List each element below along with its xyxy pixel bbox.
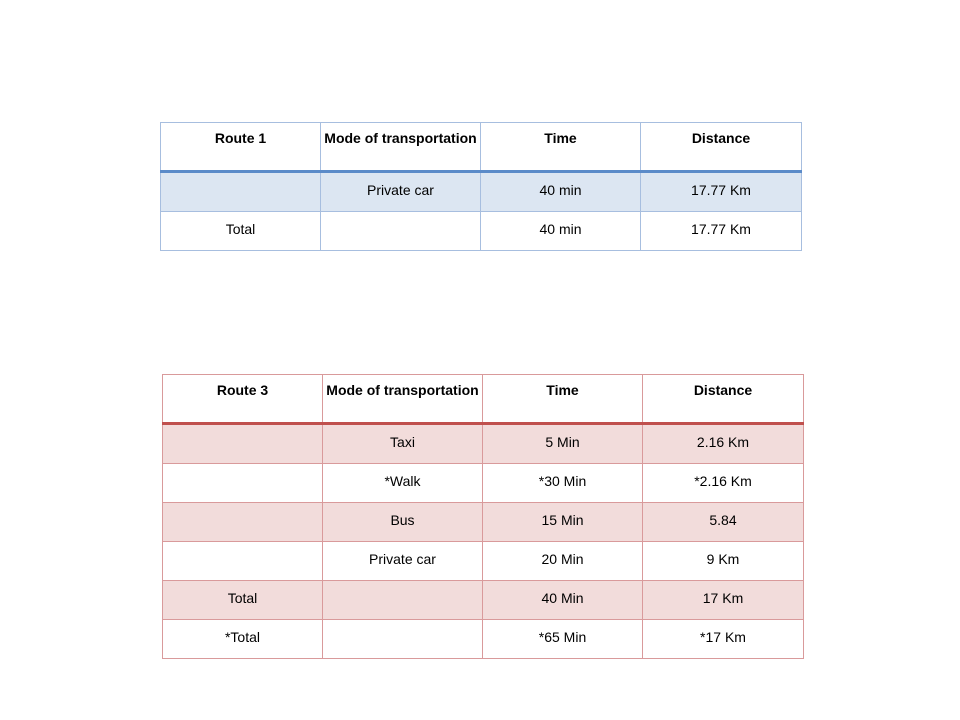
cell-route: Total bbox=[163, 581, 323, 620]
table-row-total bbox=[163, 581, 804, 620]
cell-distance: 5.84 bbox=[643, 503, 804, 542]
table-row bbox=[163, 503, 804, 542]
cell-distance: 17.77 Km bbox=[641, 172, 802, 212]
cell-route bbox=[163, 464, 323, 503]
cell-time: 40 min bbox=[481, 172, 641, 212]
cell-distance: 17.77 Km bbox=[641, 212, 802, 251]
cell-distance: 9 Km bbox=[643, 542, 804, 581]
header-distance: Distance bbox=[643, 375, 804, 424]
table-header-row bbox=[163, 375, 804, 424]
header-time: Time bbox=[483, 375, 643, 424]
cell-time: *65 Min bbox=[483, 620, 643, 659]
table-row-total bbox=[161, 212, 802, 251]
route-1-table bbox=[160, 122, 802, 251]
cell-route bbox=[163, 424, 323, 464]
header-mode-of-transportation: Mode of transportation bbox=[321, 123, 481, 172]
cell-route bbox=[163, 542, 323, 581]
header-mode-of-transportation: Mode of transportation bbox=[323, 375, 483, 424]
cell-mode: Taxi bbox=[323, 424, 483, 464]
cell-route: *Total bbox=[163, 620, 323, 659]
cell-mode: Private car bbox=[323, 542, 483, 581]
header-route: Route 1 bbox=[161, 123, 321, 172]
table-row-alt-total bbox=[163, 620, 804, 659]
table-header-row bbox=[161, 123, 802, 172]
cell-time: *30 Min bbox=[483, 464, 643, 503]
cell-distance: 2.16 Km bbox=[643, 424, 804, 464]
header-distance: Distance bbox=[641, 123, 802, 172]
cell-distance: *17 Km bbox=[643, 620, 804, 659]
cell-route bbox=[163, 503, 323, 542]
header-time: Time bbox=[481, 123, 641, 172]
cell-mode: *Walk bbox=[323, 464, 483, 503]
table-row bbox=[163, 424, 804, 464]
cell-time: 40 Min bbox=[483, 581, 643, 620]
table-row bbox=[163, 464, 804, 503]
cell-time: 20 Min bbox=[483, 542, 643, 581]
cell-distance: 17 Km bbox=[643, 581, 804, 620]
cell-mode bbox=[323, 620, 483, 659]
cell-distance: *2.16 Km bbox=[643, 464, 804, 503]
cell-mode bbox=[323, 581, 483, 620]
cell-route: Total bbox=[161, 212, 321, 251]
table-row bbox=[161, 172, 802, 212]
cell-mode bbox=[321, 212, 481, 251]
header-route: Route 3 bbox=[163, 375, 323, 424]
cell-time: 40 min bbox=[481, 212, 641, 251]
cell-time: 15 Min bbox=[483, 503, 643, 542]
route-3-table bbox=[162, 374, 804, 659]
cell-route bbox=[161, 172, 321, 212]
cell-mode: Bus bbox=[323, 503, 483, 542]
cell-mode: Private car bbox=[321, 172, 481, 212]
cell-time: 5 Min bbox=[483, 424, 643, 464]
table-row bbox=[163, 542, 804, 581]
